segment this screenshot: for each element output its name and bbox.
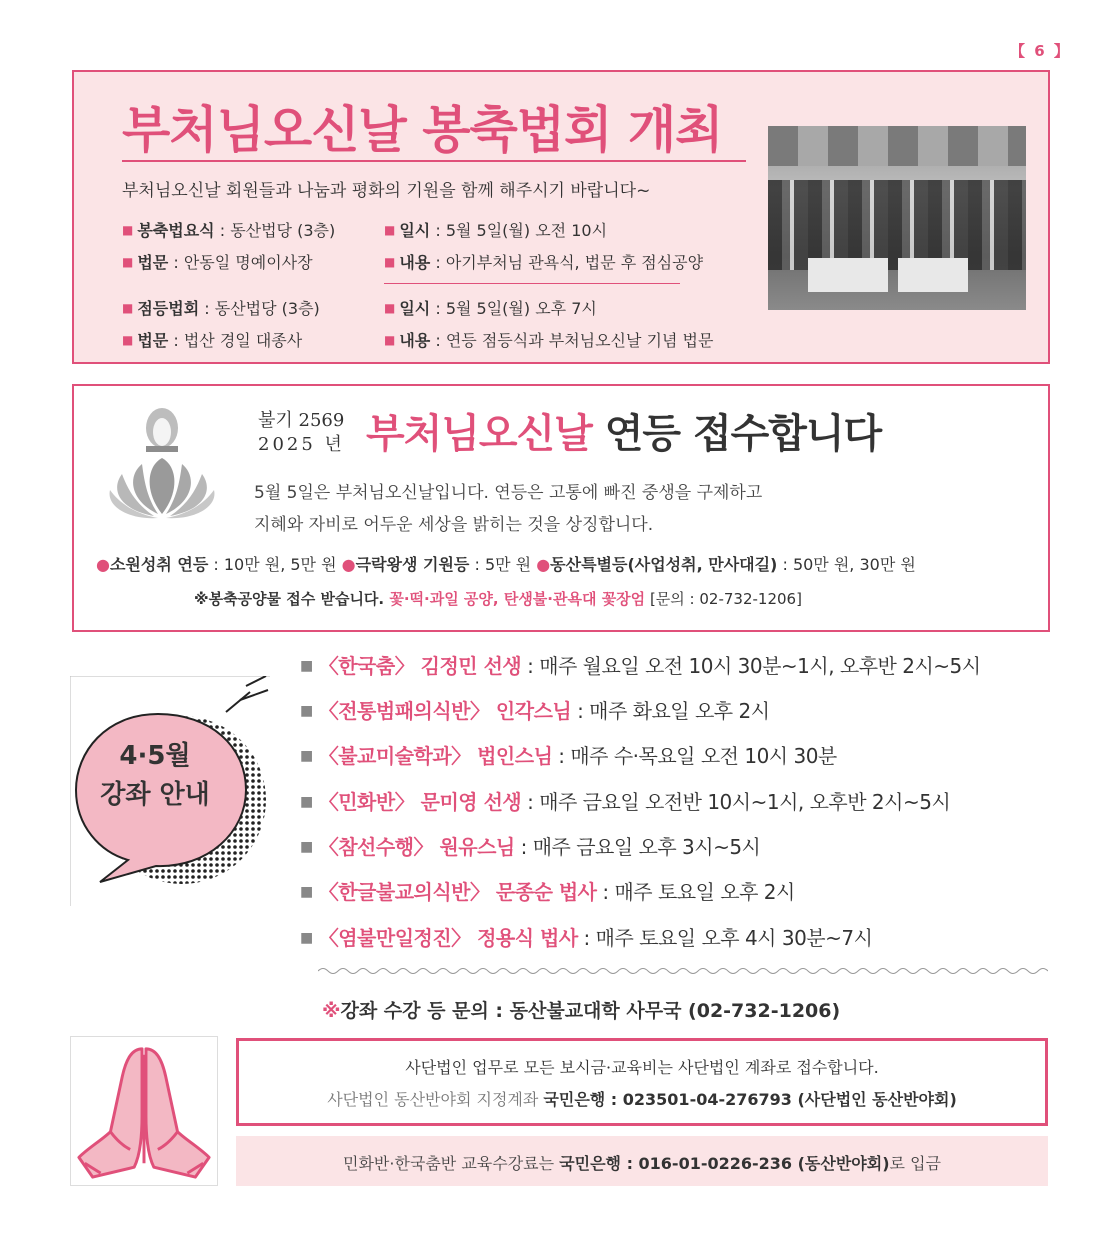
info-lighting-place: ■ 점등법회 : 동산법당 (3층) (122, 299, 320, 318)
lantern-title: 부처님오신날 연등 접수합니다 (366, 411, 882, 457)
lantern-desc-1: 5월 5일은 부처님오신날입니다. 연등은 고통에 빠진 중생을 구제하고 (254, 483, 763, 503)
info-lighting-sermon: ■ 법문 : 법산 경일 대종사 (122, 331, 303, 350)
square-bullet-icon: ■ (300, 839, 313, 855)
tuition-account-box (236, 1136, 1048, 1186)
course-item: ■ 〈한국춤〉 김정민 선생 : 매주 월요일 오전 10시 30분~1시, 오후반 2시~5시 (300, 654, 981, 678)
title-rule (122, 160, 746, 162)
bullet-dot-icon: ● (341, 555, 356, 574)
lotus-lantern-icon (102, 406, 222, 526)
wavy-divider (318, 966, 1048, 976)
lantern-prices: ●소원성취 연등 : 10만 원, 5만 원 ●극락왕생 기원등 : 5만 원 ●동산특별등(사업성취, 만사대길) : 50만 원, 30만 원 (96, 555, 916, 574)
info-ceremony-content: ■ 내용 : 아기부처님 관욕식, 법문 후 점심공양 (384, 253, 704, 272)
square-bullet-icon: ■ (384, 333, 396, 347)
info-ceremony-time: ■ 일시 : 5월 5일(월) 오전 10시 (384, 221, 608, 240)
square-bullet-icon: ■ (122, 255, 134, 269)
offering-note: ※봉축공양물 접수 받습니다. 꽃·떡·과일 공양, 탄생불·관욕대 꽃장엄 [문의 : 02-732-1206] (194, 590, 802, 608)
square-bullet-icon: ■ (122, 223, 134, 237)
square-bullet-icon: ■ (300, 658, 313, 674)
bank-notice: 사단법인 업무로 모든 보시금·교육비는 사단법인 계좌로 접수합니다. (405, 1058, 879, 1077)
celebration-section (72, 70, 1050, 364)
buddhist-year: 불기 2569 (258, 410, 345, 431)
praying-hands-icon (70, 1036, 218, 1186)
square-bullet-icon: ■ (300, 748, 313, 764)
square-bullet-icon: ■ (384, 255, 396, 269)
tuition-account: 민화반·한국춤반 교육수강료는 국민은행 : 016-01-0226-236 (동산반야회)로 입금 (342, 1154, 941, 1173)
course-item: ■ 〈한글불교의식반〉 문종순 법사 : 매주 토요일 오후 2시 (300, 880, 795, 904)
page-number: 【 6 】 (1010, 42, 1071, 60)
info-lighting-content: ■ 내용 : 연등 점등식과 부처님오신날 기념 법문 (384, 331, 714, 350)
square-bullet-icon: ■ (300, 884, 313, 900)
bullet-dot-icon: ● (536, 555, 551, 574)
info-lighting-time: ■ 일시 : 5월 5일(월) 오후 7시 (384, 299, 597, 318)
lantern-section (72, 384, 1050, 632)
course-item: ■ 〈불교미술학과〉 법인스님 : 매주 수·목요일 오전 10시 30분 (300, 744, 837, 768)
square-bullet-icon: ■ (300, 703, 313, 719)
square-bullet-icon: ■ (300, 794, 313, 810)
celebration-subtitle: 부처님오신날 회원들과 나눔과 평화의 기원을 함께 해주시기 바랍니다~ (122, 181, 651, 201)
info-ceremony-sermon: ■ 법문 : 안동일 명예이사장 (122, 253, 313, 272)
courses-bubble-line2: 강좌 안내 (100, 780, 210, 810)
info-ceremony-place: ■ 봉축법요식 : 동산법당 (3층) (122, 221, 336, 240)
square-bullet-icon: ■ (300, 930, 313, 946)
course-item: ■ 〈전통범패의식반〉 인각스님 : 매주 화요일 오후 2시 (300, 699, 770, 723)
course-item: ■ 〈염불만일정진〉 정용식 법사 : 매주 토요일 오후 4시 30분~7시 (300, 926, 873, 950)
info-divider (384, 283, 680, 284)
bank-account: 사단법인 동산반야회 지정계좌 국민은행 : 023501-04-276793 (사단법인 동산반야회) (327, 1090, 957, 1109)
square-bullet-icon: ■ (384, 223, 396, 237)
square-bullet-icon: ■ (122, 301, 134, 315)
lantern-desc-2: 지혜와 자비로 어두운 세상을 밝히는 것을 상징합니다. (254, 515, 654, 535)
course-item: ■ 〈참선수행〉 원유스님 : 매주 금요일 오후 3시~5시 (300, 835, 761, 859)
ceremony-photo (768, 126, 1026, 310)
course-inquiry: ※강좌 수강 등 문의 : 동산불교대학 사무국 (02-732-1206) (322, 1000, 841, 1022)
celebration-title: 부처님오신날 봉축법회 개최 (122, 101, 723, 159)
bullet-dot-icon: ● (96, 555, 110, 574)
courses-bubble-line1: 4·5월 (119, 741, 191, 771)
square-bullet-icon: ■ (122, 333, 134, 347)
bank-account-box (236, 1038, 1048, 1126)
course-item: ■ 〈민화반〉 문미영 선생 : 매주 금요일 오전반 10시~1시, 오후반 2시~5시 (300, 790, 951, 814)
square-bullet-icon: ■ (384, 301, 396, 315)
western-year: 2025 년 (258, 434, 345, 455)
